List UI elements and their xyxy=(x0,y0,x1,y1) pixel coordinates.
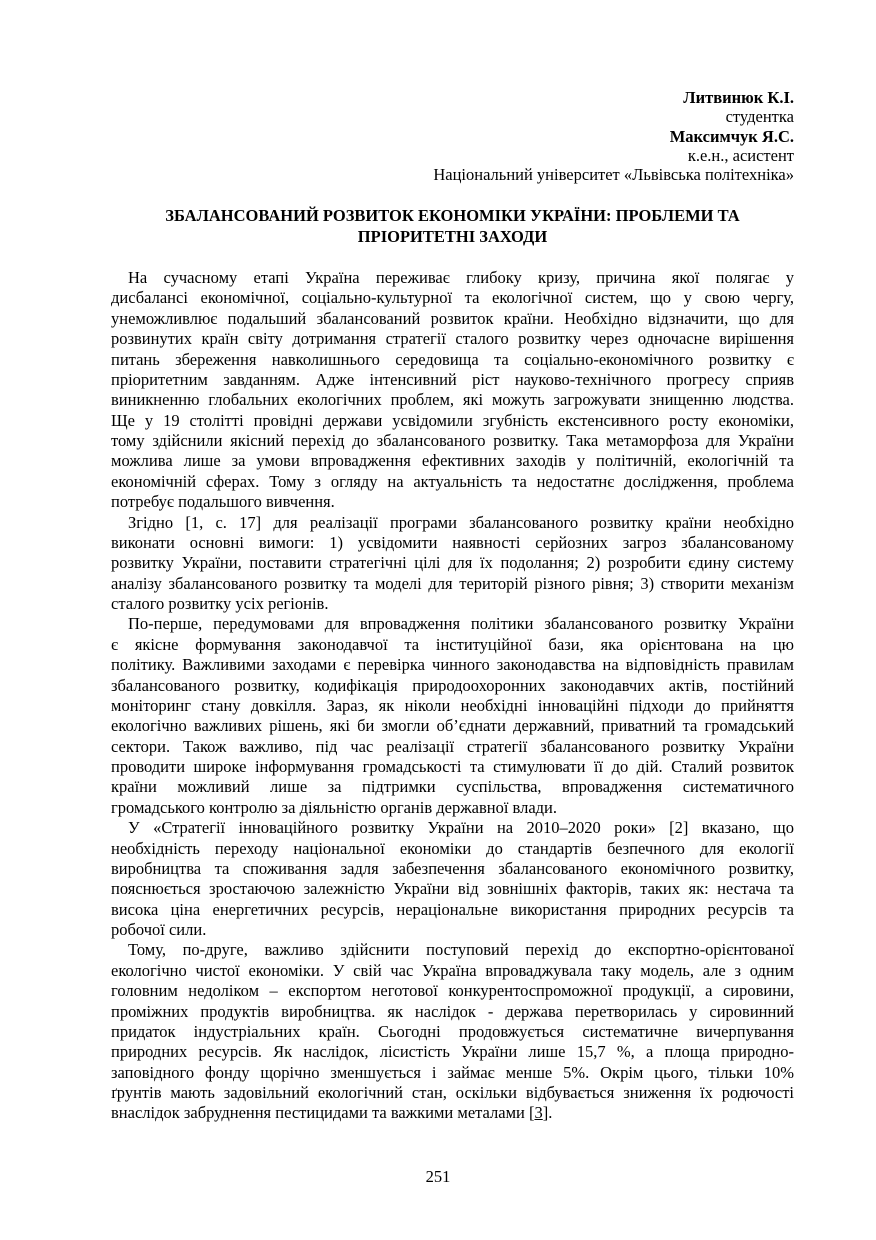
text-line: робочої сили. xyxy=(111,920,207,939)
paragraph xyxy=(111,614,794,818)
text-line: головним недоліком – експортом неготової конкурентоспроможної продукції, а сировини, xyxy=(111,981,794,1001)
text-line: придаток індустріальних країн. Сьогодні продовжується систематичне вичерпування xyxy=(111,1021,794,1041)
text-line: виробництва та споживання задля забезпечення збалансованого економічного розвитку, xyxy=(111,858,794,878)
title-line: ПРІОРИТЕТНІ ЗАХОДИ xyxy=(357,227,548,246)
text-line: У «Стратегії інноваційного розвитку України на 2010–2020 роки» [2] вказано, що xyxy=(128,818,794,838)
author-affiliation: Національний університет «Львівська політехніка» xyxy=(433,165,794,185)
page-number: 251 xyxy=(425,1167,451,1186)
text-line: сектори. Також важливо, під час реалізації стратегії збалансованого розвитку України xyxy=(111,736,794,756)
author-name: Литвинюк К.І. xyxy=(683,88,794,107)
paragraph xyxy=(111,818,794,940)
text-line: екологічно чистої економіки. У свій час Україна впроваджувала таку модель, але з одним xyxy=(111,960,794,980)
text-line: дисбалансі економічної, соціально-культурної та екологічної систем, що у свою чергу, xyxy=(111,288,794,308)
text-line: необхідність переходу національної економіки до стандартів безпечного для екології xyxy=(111,838,794,858)
text-line: країни можливий лише за підтримки суспільства, впровадження систематичного xyxy=(111,777,794,797)
text-line: тому здійснили якісний перехід до збалансованого розвитку. Така метаморфоза для України xyxy=(111,431,794,450)
text-line: Згідно [1, с. 17] для реалізації програми збалансованого розвитку країни необхідно xyxy=(128,512,794,532)
text-line: заповідного фонду щорічно зменшується і займає менше 5%. Окрім цього, тільки 10% xyxy=(111,1062,794,1082)
text-line: економічній сферах. Тому з огляду на актуальність та недостатнє дослідження, проблема xyxy=(111,471,794,491)
text-line: На сучасному етапі Україна переживає глибоку кризу, причина якої полягає у xyxy=(128,268,794,287)
text-line: пояснюється зростаючою залежністю України від зовнішніх факторів, таких як: нестача та xyxy=(111,879,794,899)
text-line: проміжних продуктів виробництва. як наслідок - держава перетворилась у сировинний xyxy=(111,1001,794,1021)
text-line: є якісне формування законодавчої та інституційної бази, яка орієнтована на цю xyxy=(111,634,794,654)
paragraph xyxy=(111,940,794,1123)
text-line: екологічно важливих рішень, які би змогли об’єднати державний, приватний та громадський xyxy=(111,716,794,736)
text-line: аналізу збалансованого розвитку та моделі для територій різного рівня; 3) створити механізм xyxy=(111,573,794,593)
text-line: виконати основні вимоги: 1) усвідомити наявності серйозних загроз збалансованому xyxy=(111,532,794,552)
text-line: внаслідок забруднення пестицидами та важкими металами [3]. xyxy=(111,1103,553,1123)
paragraph xyxy=(111,268,794,513)
text-line: Тому, по-друге, важливо здійснити поступовий перехід до експортно-орієнтованої xyxy=(128,940,794,960)
text-line: розвитку України, поставити стратегічні цілі для їх подолання; 2) розробити єдину систему xyxy=(111,553,794,573)
text-line: громадського контролю за діяльністю органів державної влади. xyxy=(111,797,558,817)
text-line: Ще у 19 столітті провідні держави усвідомили згубність екстенсивного росту економіки, xyxy=(111,410,794,430)
article-title xyxy=(111,205,794,247)
author-name: Максимчук Я.С. xyxy=(669,126,794,146)
paragraph xyxy=(111,513,794,615)
text-line: По-перше, передумовами для впровадження політики збалансованого розвитку України xyxy=(128,614,794,634)
article-body xyxy=(111,268,794,1124)
text-line: можлива лише за умови впровадження ефективних заходів у політичній, екологічній та xyxy=(111,451,794,471)
text-line: пріоритетним завданням. Адже інтенсивний ріст науково-технічного прогресу сприяв xyxy=(111,369,794,389)
text-line: ґрунтів мають задовільний екологічний стан, оскільки відбувається зниження їх родючості xyxy=(111,1083,794,1102)
text-line: унеможливлює подальший збалансований розвиток країни. Необхідно відзначити, що для xyxy=(111,308,794,328)
text-line: виникненню глобальних екологічних проблем, які можуть загрожувати знищенню людства. xyxy=(111,390,794,410)
title-line: ЗБАЛАНСОВАНИЙ РОЗВИТОК ЕКОНОМІКИ УКРАЇНИ: ПРОБЛЕМИ ТА xyxy=(165,206,740,225)
text-line: розвинутих країн світу дотримання стратегії сталого розвитку через одночасне вирішення xyxy=(111,329,794,349)
text-line: моніторинг стану довкілля. Зараз, як ніколи необхідні інноваційні підходи до прийняття xyxy=(111,695,794,715)
text-line: природних ресурсів. Як наслідок, лісистість України лише 15,7 %, а площа природно- xyxy=(111,1042,794,1062)
text-line: висока ціна енергетичних ресурсів, нераціональне використання природних ресурсів та xyxy=(111,899,794,919)
author-block xyxy=(433,88,794,184)
text-line: збалансованого розвитку, кодифікація природоохоронних законодавчих актів, постійний xyxy=(111,675,794,695)
text-line: проводити широке інформування громадськості та стимулювати її до дій. Сталий розвиток xyxy=(111,757,794,776)
text-fragment: ]. xyxy=(542,1103,553,1123)
reference-link[interactable]: 3 xyxy=(534,1103,543,1123)
author-affiliation: к.е.н., асистент xyxy=(687,145,794,165)
text-line: питань збереження навколишнього середовища та соціально-економічного розвитку є xyxy=(111,349,794,369)
text-line: сталого розвитку усіх регіонів. xyxy=(111,594,329,613)
text-line: політику. Важливими заходами є перевірка чинного законодавства на відповідність правилам xyxy=(111,655,794,675)
author-affiliation: студентка xyxy=(725,107,794,127)
text-line: потребує подальшого вивчення. xyxy=(111,492,335,512)
